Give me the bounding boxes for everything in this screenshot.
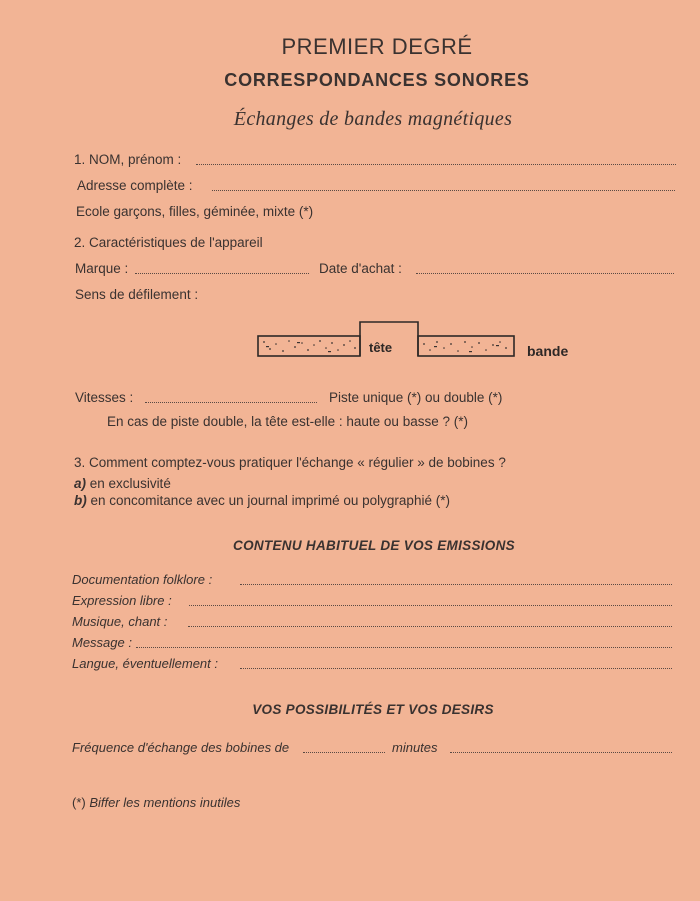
nom-label: 1. NOM, prénom : (74, 152, 182, 167)
langue-field[interactable] (240, 668, 672, 669)
adresse-field[interactable] (212, 190, 675, 191)
ecole-label[interactable]: Ecole garçons, filles, géminée, mixte (*) (76, 204, 314, 219)
page-title: PREMIER DEGRÉ (281, 34, 473, 59)
tape-label: bande (527, 343, 569, 359)
vitesses-label: Vitesses : (75, 390, 134, 405)
marque-label: Marque : (75, 261, 129, 276)
documentation-label: Documentation folklore : (72, 572, 213, 587)
option-b-marker: b) (74, 493, 87, 508)
option-b[interactable] (74, 493, 450, 508)
langue-label: Langue, éventuellement : (72, 656, 218, 671)
page-tagline: Échanges de bandes magnétiques (233, 108, 513, 130)
tape-right (418, 336, 514, 356)
adresse-label: Adresse complète : (77, 178, 193, 193)
option-b-text: en concomitance avec un journal imprimé ou polygraphié (*) (90, 493, 450, 508)
page-subtitle: CORRESPONDANCES SONORES (224, 70, 530, 90)
marque-field[interactable] (135, 273, 309, 274)
documentation-field[interactable] (240, 584, 672, 585)
footnote (72, 795, 240, 810)
piste-choice[interactable]: Piste unique (*) ou double (*) (329, 390, 503, 405)
head-label: tête (369, 340, 393, 355)
contenu-heading: CONTENU HABITUEL DE VOS EMISSIONS (233, 538, 515, 553)
frequence-field[interactable] (303, 752, 385, 753)
date-achat-label: Date d'achat : (319, 261, 402, 276)
tape-head-diagram (256, 318, 586, 378)
musique-field[interactable] (188, 626, 672, 627)
option-a[interactable] (74, 476, 171, 491)
section2-title: 2. Caractéristiques de l'appareil (74, 235, 263, 250)
musique-label: Musique, chant : (72, 614, 168, 629)
date-achat-field[interactable] (416, 273, 674, 274)
sens-defilement-label: Sens de défilement : (75, 287, 199, 302)
piste-question[interactable]: En cas de piste double, la tête est-elle : haute ou basse ? (*) (107, 414, 468, 429)
expression-field[interactable] (189, 605, 672, 606)
section3-question: 3. Comment comptez-vous pratiquer l'échange « régulier » de bobines ? (74, 455, 506, 470)
nom-field[interactable] (196, 164, 676, 165)
minutes-field[interactable] (450, 752, 672, 753)
minutes-label: minutes (392, 740, 438, 755)
footnote-text: Biffer les mentions inutiles (89, 795, 241, 810)
vitesses-field[interactable] (145, 402, 317, 403)
expression-label: Expression libre : (72, 593, 172, 608)
option-a-text: en exclusivité (89, 476, 171, 491)
tape-left (258, 336, 360, 356)
frequence-label: Fréquence d'échange des bobines de (72, 740, 290, 755)
possibilites-heading: VOS POSSIBILITÉS ET VOS DESIRS (252, 702, 494, 717)
option-a-marker: a) (74, 476, 87, 491)
footnote-marker: (*) (72, 795, 86, 810)
message-label: Message : (72, 635, 132, 650)
message-field[interactable] (136, 647, 672, 648)
